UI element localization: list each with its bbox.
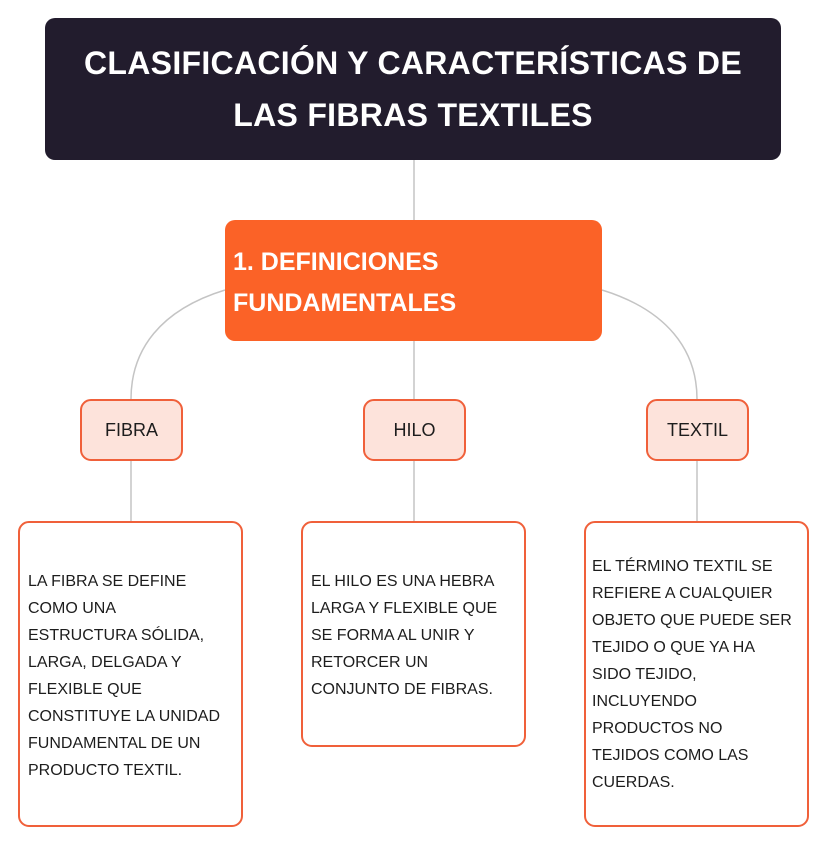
definition-line: ESTRUCTURA SÓLIDA, bbox=[28, 627, 205, 644]
definition-line: TEJIDO O QUE YA HA bbox=[592, 639, 755, 656]
definition-line: SIDO TEJIDO, bbox=[592, 666, 697, 683]
definition-line: CONSTITUYE LA UNIDAD bbox=[28, 708, 221, 725]
definition-line: FUNDAMENTAL DE UN bbox=[28, 735, 201, 752]
concept-label-hilo: HILO bbox=[393, 419, 436, 440]
definition-line: CUERDAS. bbox=[592, 774, 675, 791]
definition-card-textil bbox=[584, 521, 809, 827]
definition-line: LARGA Y FLEXIBLE QUE bbox=[311, 600, 498, 617]
connector-section-to-fibra bbox=[131, 290, 225, 399]
definition-line: CONJUNTO DE FIBRAS. bbox=[311, 681, 493, 698]
definition-line: TEJIDOS COMO LAS bbox=[592, 747, 749, 764]
definition-line: LA FIBRA SE DEFINE bbox=[28, 573, 187, 590]
definition-line: LARGA, DELGADA Y bbox=[28, 654, 182, 671]
title-box bbox=[45, 18, 781, 160]
definition-card-hilo bbox=[301, 521, 526, 747]
definition-line: PRODUCTOS NO bbox=[592, 720, 723, 737]
concept-label-fibra: FIBRA bbox=[104, 419, 158, 440]
concept-node-textil bbox=[646, 399, 749, 461]
concept-node-hilo bbox=[363, 399, 466, 461]
title-line-1: CLASIFICACIÓN Y CARACTERÍSTICAS DE bbox=[84, 45, 742, 81]
definition-line: SE FORMA AL UNIR Y bbox=[311, 627, 475, 644]
definition-line: EL HILO ES UNA HEBRA bbox=[311, 573, 495, 590]
connector-section-to-textil bbox=[602, 290, 697, 399]
concept-label-textil: TEXTIL bbox=[666, 419, 728, 440]
concept-node-fibra bbox=[80, 399, 183, 461]
definition-line: COMO UNA bbox=[28, 600, 116, 617]
definition-line: FLEXIBLE QUE bbox=[28, 681, 142, 698]
section-box-definiciones bbox=[225, 220, 602, 341]
definition-line: OBJETO QUE PUEDE SER bbox=[592, 612, 792, 629]
definition-line: PRODUCTO TEXTIL. bbox=[28, 762, 183, 779]
section-line-1: 1. DEFINICIONES bbox=[233, 248, 439, 276]
definition-line: INCLUYENDO bbox=[592, 693, 697, 710]
definition-line: RETORCER UN bbox=[311, 654, 429, 671]
definition-card-fibra bbox=[18, 521, 243, 827]
title-line-2: LAS FIBRAS TEXTILES bbox=[233, 97, 593, 133]
definition-line: EL TÉRMINO TEXTIL SE bbox=[592, 558, 773, 575]
definition-line: REFIERE A CUALQUIER bbox=[592, 585, 773, 602]
section-line-2: FUNDAMENTALES bbox=[233, 289, 457, 317]
